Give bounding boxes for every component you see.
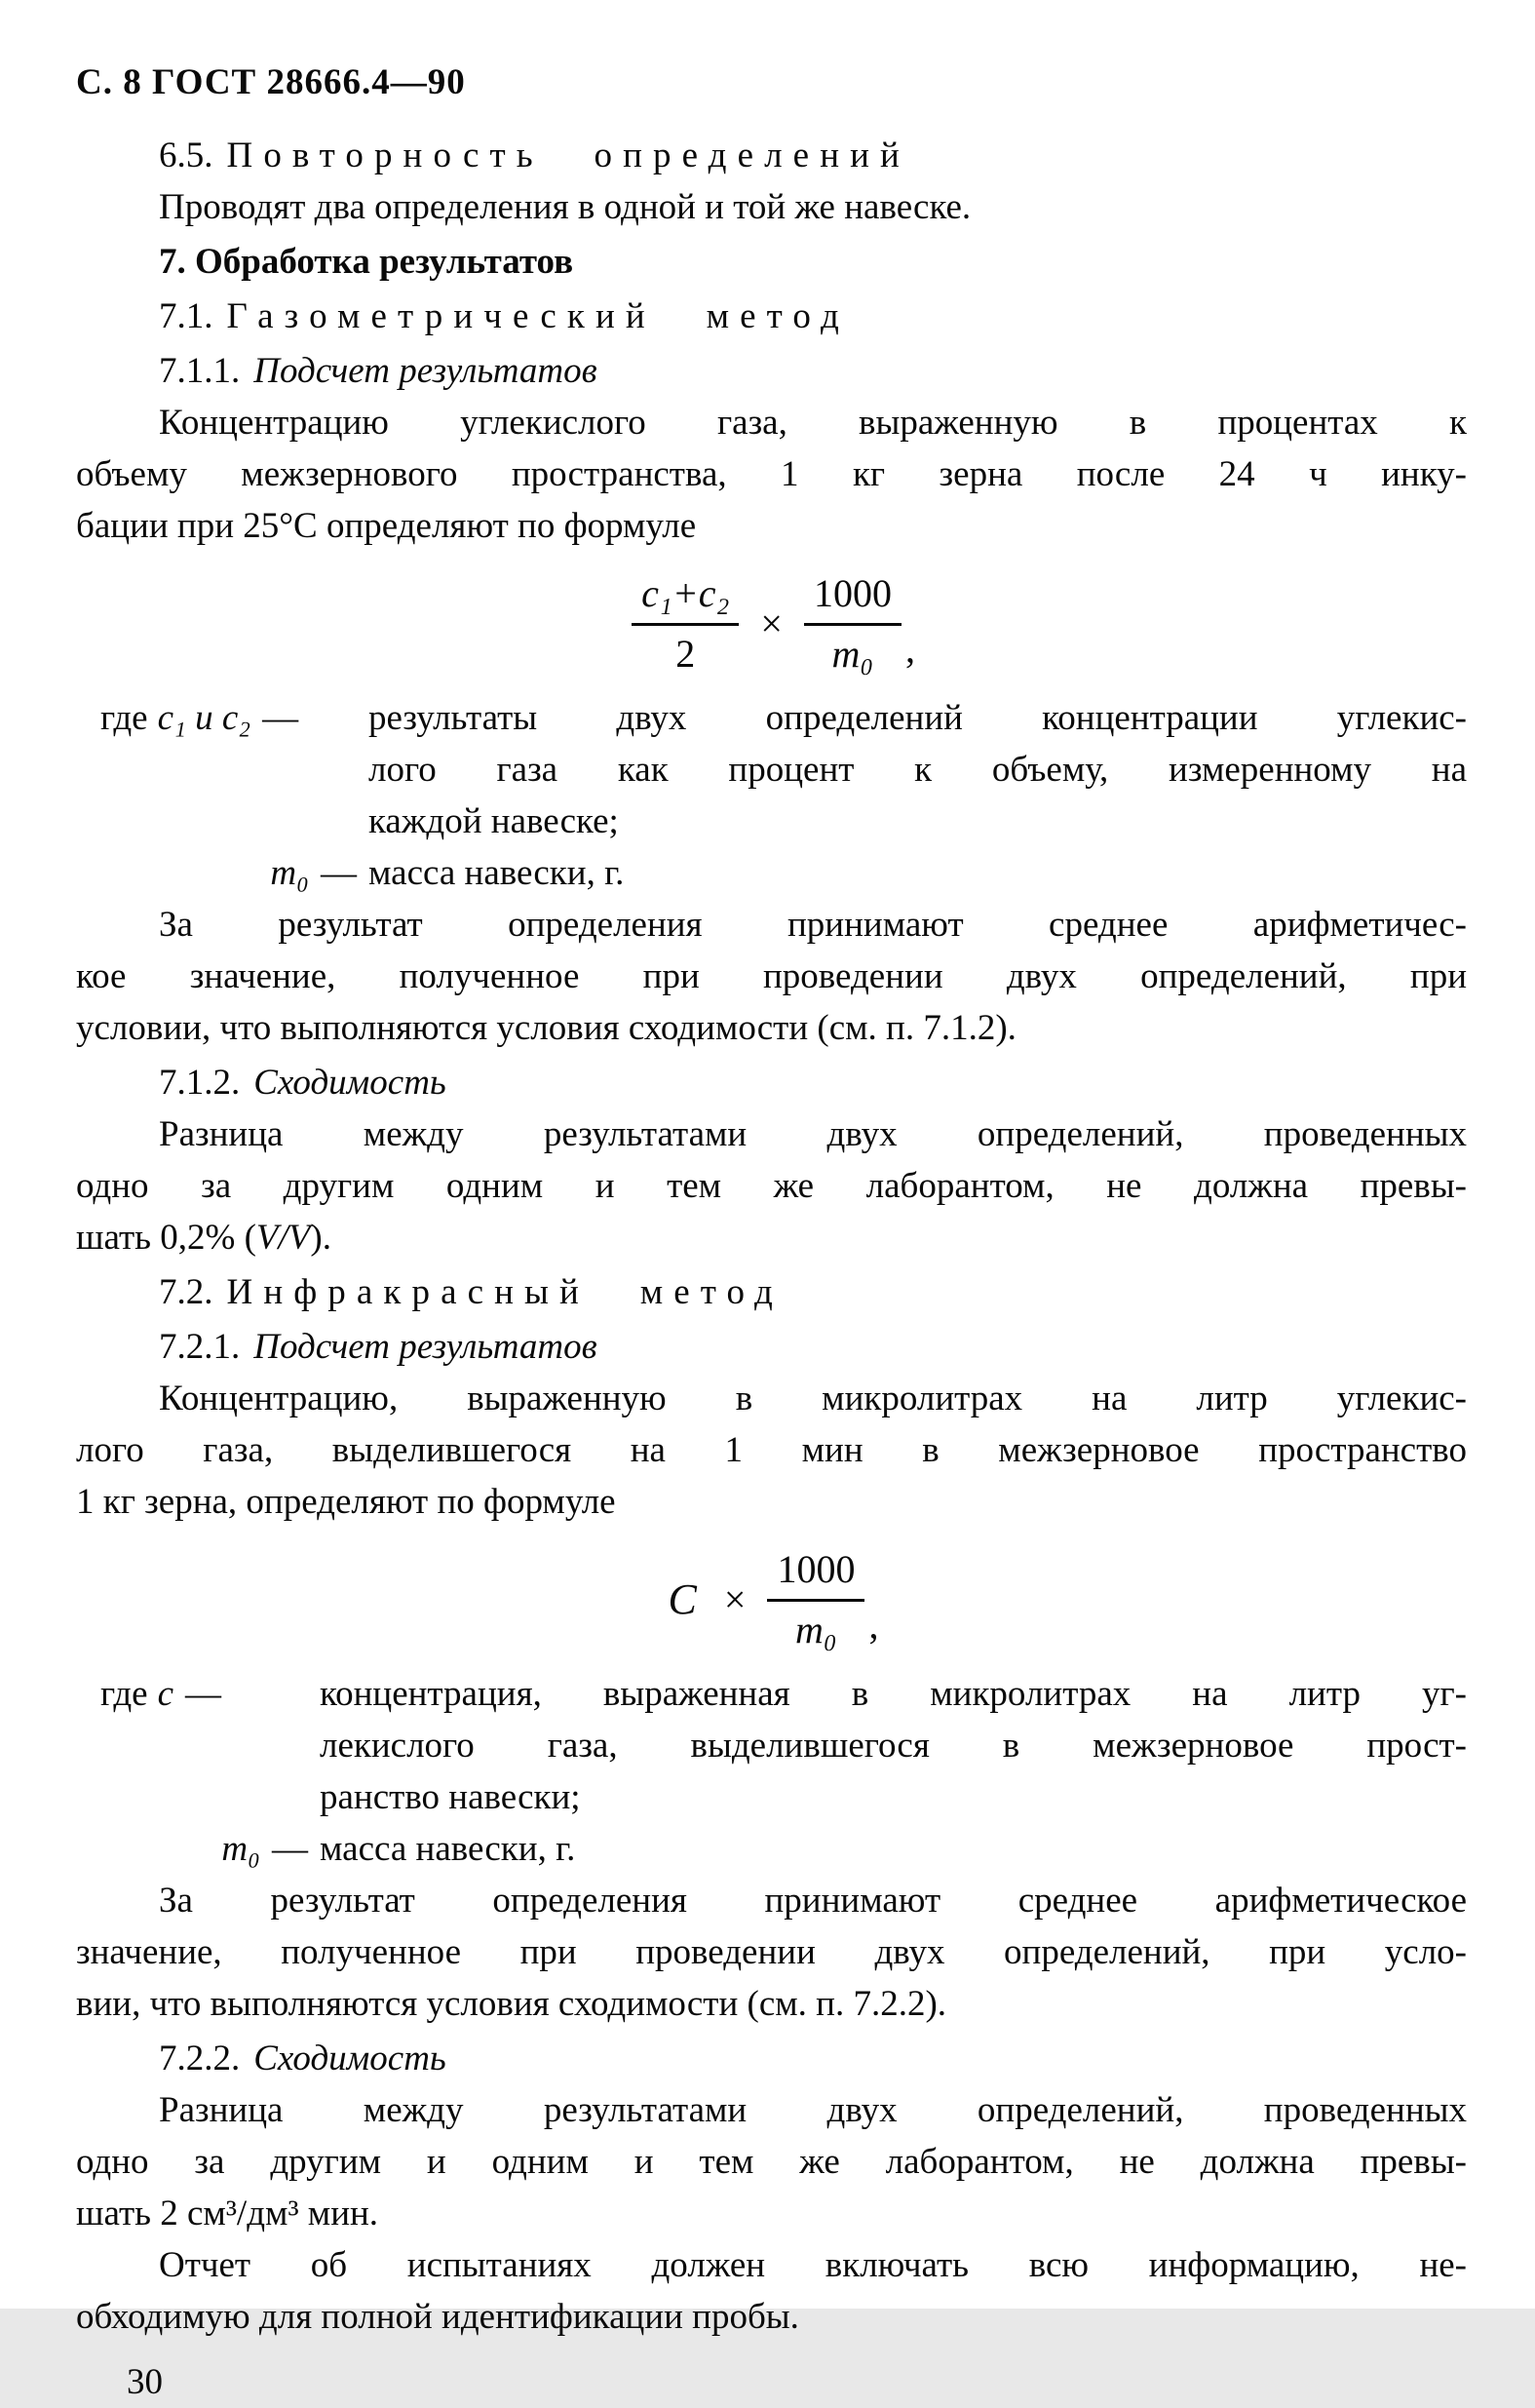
fraction-numerator: 1000 xyxy=(813,571,892,615)
fraction-numerator: c₁+c₂ xyxy=(641,571,730,615)
formula-comma: , xyxy=(868,1603,879,1647)
paragraph-line: Разница между результатами двух определений, проведенных xyxy=(159,2090,1467,2130)
paragraph-line: За результат определения принимают среднее арифметичес- xyxy=(159,905,1467,945)
heading-7-1-2-title: Сходимость xyxy=(253,1063,446,1103)
fraction xyxy=(767,1547,864,1652)
fraction-denominator: 2 xyxy=(632,623,739,677)
heading-7-1-1 xyxy=(76,345,1467,397)
heading-7-2-title: Инфракрасный метод xyxy=(226,1272,784,1312)
where-term: c xyxy=(157,1674,174,1714)
paragraph-line: значение, полученное при проведении двух определений, при усло- xyxy=(76,1932,1467,1972)
paragraph-final xyxy=(76,2239,1467,2343)
where-block-1-m0 xyxy=(76,847,1467,899)
heading-7-2-number: 7.2. xyxy=(159,1272,213,1312)
heading-7-2-1 xyxy=(76,1321,1467,1373)
multiplication-sign: × xyxy=(723,1577,747,1621)
paragraph-6-5-line: Проводят два определения в одной и той же навеске. xyxy=(159,187,972,227)
where-line: лого газа как процент к объему, измеренному на xyxy=(368,750,1467,790)
formula-comma: , xyxy=(904,627,915,671)
heading-7-2-2-number: 7.2.2. xyxy=(159,2039,241,2078)
where-dash: — xyxy=(321,853,357,893)
where-intro: где xyxy=(100,698,148,738)
paragraph-line: Концентрацию, выраженную в микролитрах на литр углекис- xyxy=(159,1379,1467,1418)
paragraph-line: лого газа, выделившегося на 1 мин в межзерновое пространство xyxy=(76,1430,1467,1470)
heading-7-1-title: Газометрический метод xyxy=(226,296,850,336)
where-label xyxy=(76,1668,320,1823)
where-definition xyxy=(320,1823,1467,1875)
text-part: ). xyxy=(310,1218,331,1258)
page-number: 30 xyxy=(127,2362,163,2402)
paragraph-line: кое значение, полученное при проведении двух определений, при xyxy=(76,956,1467,996)
page-header: С. 8 ГОСТ 28666.4—90 xyxy=(76,62,466,102)
where-label xyxy=(76,847,368,899)
heading-7-2 xyxy=(76,1266,1467,1318)
where-dash: — xyxy=(262,698,299,738)
where-label xyxy=(76,692,368,847)
where-line: ранство навески; xyxy=(320,1777,581,1817)
where-line: лекислого газа, выделившегося в межзерновое прост- xyxy=(320,1726,1467,1766)
where-block-1 xyxy=(76,692,1467,847)
paragraph-7-2-1-intro xyxy=(76,1373,1467,1528)
paragraph-line: Отчет об испытаниях должен включать всю информацию, не- xyxy=(159,2245,1467,2285)
where-definition xyxy=(368,692,1467,847)
heading-6-5 xyxy=(76,130,1467,181)
paragraph-line xyxy=(76,1212,1467,1263)
where-dash: — xyxy=(272,1829,308,1869)
formula-variable-c: C xyxy=(668,1574,697,1623)
where-line: каждой навеске; xyxy=(368,801,619,841)
heading-7-2-2-title: Сходимость xyxy=(253,2039,446,2078)
paragraph-line: обходимую для полной идентификации пробы. xyxy=(76,2297,799,2337)
where-line: результаты двух определений концентрации углекис- xyxy=(368,698,1467,738)
multiplication-sign: × xyxy=(760,602,783,645)
where-label xyxy=(76,1823,320,1875)
heading-6-5-title: Повторность определений xyxy=(226,136,910,175)
fraction xyxy=(804,571,902,677)
heading-7-2-2 xyxy=(76,2033,1467,2084)
heading-7-1-1-title: Подсчет результатов xyxy=(253,351,597,391)
heading-7-1-2 xyxy=(76,1057,1467,1108)
paragraph-line: шать 2 см³/дм³ мин. xyxy=(76,2194,379,2233)
paragraph-7-2-2 xyxy=(76,2084,1467,2239)
where-block-2-m0 xyxy=(76,1823,1467,1875)
paragraph-line: одно за другим одним и тем же лаборантом, не должна превы- xyxy=(76,1166,1467,1206)
paragraph-line: условии, что выполняются условия сходимости (см. п. 7.1.2). xyxy=(76,1008,1017,1048)
variable-vv: V/V xyxy=(255,1218,311,1258)
paragraph-line: объему межзернового пространства, 1 кг зерна после 24 ч инку- xyxy=(76,454,1467,494)
where-term: c₁ и c₂ xyxy=(157,698,251,738)
fraction-denominator: m₀ xyxy=(804,623,902,677)
paragraph-line: Разница между результатами двух определений, проведенных xyxy=(159,1114,1467,1154)
paragraph-line: 1 кг зерна, определяют по формуле xyxy=(76,1482,616,1522)
fraction xyxy=(632,571,739,677)
where-definition xyxy=(368,847,1467,899)
paragraph-7-1-1-intro xyxy=(76,397,1467,552)
fraction-denominator: m₀ xyxy=(767,1599,864,1652)
paragraph-line: одно за другим и одним и тем же лаборантом, не должна превы- xyxy=(76,2142,1467,2182)
paragraph-7-2-1-result xyxy=(76,1875,1467,2030)
paragraph-line: За результат определения принимают среднее арифметическое xyxy=(159,1881,1467,1921)
heading-7-1 xyxy=(76,291,1467,342)
paragraph-line: Концентрацию углекислого газа, выраженную в процентах к xyxy=(159,403,1467,443)
where-intro: где xyxy=(100,1674,148,1714)
paragraph-line: вии, что выполняются условия сходимости (см. п. 7.2.2). xyxy=(76,1984,947,2024)
heading-6-5-number: 6.5. xyxy=(159,136,213,175)
text-part: шать 0,2% ( xyxy=(76,1218,256,1258)
fraction-numerator: 1000 xyxy=(777,1547,856,1591)
where-line: масса навески, г. xyxy=(368,853,625,893)
formula-gasometric xyxy=(76,571,1467,677)
paragraph-7-1-2 xyxy=(76,1108,1467,1263)
heading-7: 7. Обработка результатов xyxy=(159,242,574,282)
where-line: концентрация, выраженная в микролитрах на литр уг- xyxy=(320,1674,1467,1714)
where-dash: — xyxy=(185,1674,222,1714)
heading-7-1-number: 7.1. xyxy=(159,296,213,336)
where-block-2 xyxy=(76,1668,1467,1823)
where-definition xyxy=(320,1668,1467,1823)
where-term: m₀ xyxy=(270,853,309,893)
heading-7-2-1-title: Подсчет результатов xyxy=(253,1327,597,1367)
heading-7-2-1-number: 7.2.1. xyxy=(159,1327,241,1367)
where-term: m₀ xyxy=(221,1829,260,1869)
heading-7-1-2-number: 7.1.2. xyxy=(159,1063,241,1103)
paragraph-line: бации при 25°С определяют по формуле xyxy=(76,506,697,546)
formula-infrared xyxy=(76,1547,1467,1652)
heading-7-1-1-number: 7.1.1. xyxy=(159,351,241,391)
paragraph-7-1-1-result xyxy=(76,899,1467,1054)
where-line: масса навески, г. xyxy=(320,1829,576,1869)
